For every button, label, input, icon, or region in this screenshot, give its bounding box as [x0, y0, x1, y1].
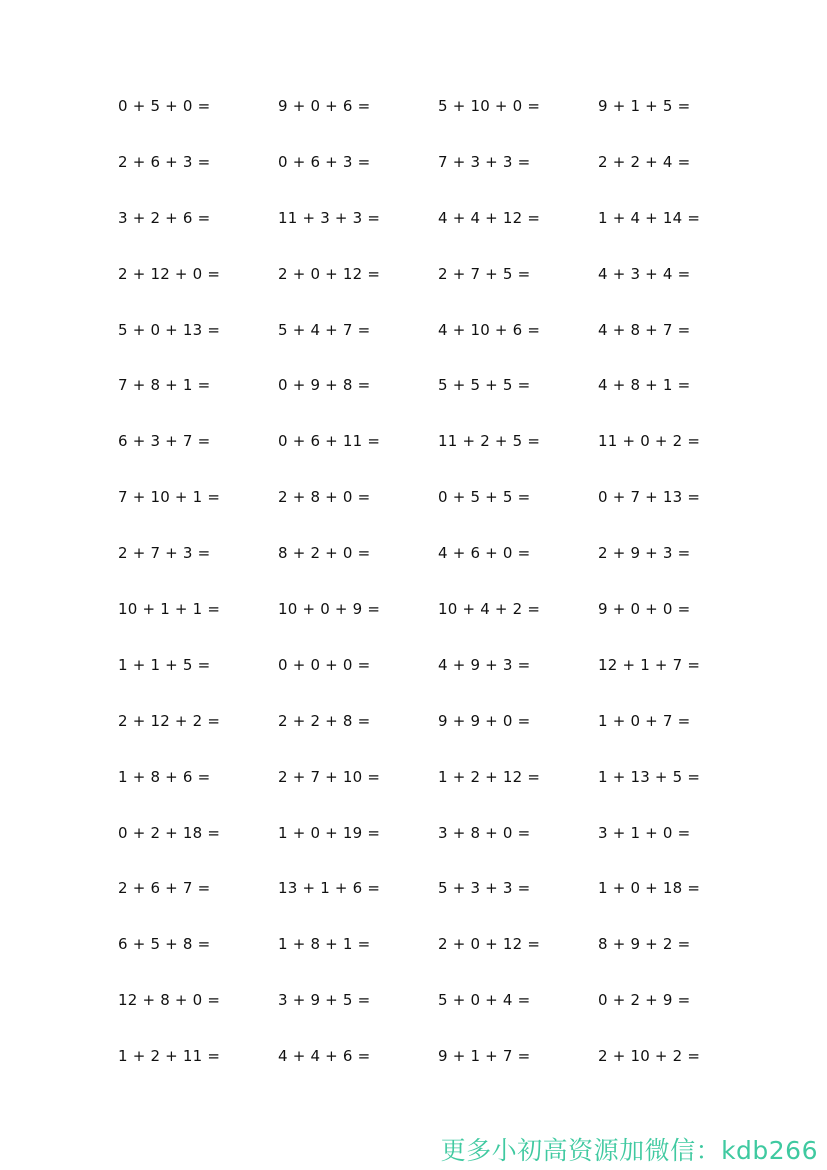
- math-problem: 5 + 5 + 5 =: [438, 376, 531, 395]
- math-problem: 2 + 9 + 3 =: [598, 544, 691, 563]
- math-problem: 5 + 4 + 7 =: [278, 320, 371, 339]
- math-problem: 10 + 0 + 9 =: [278, 600, 381, 619]
- math-problem: 0 + 5 + 5 =: [438, 488, 531, 507]
- math-problem: 1 + 13 + 5 =: [598, 767, 701, 786]
- math-problem: 2 + 7 + 3 =: [118, 544, 211, 563]
- math-problem: 8 + 9 + 2 =: [598, 935, 691, 954]
- math-problem: 4 + 8 + 1 =: [598, 376, 691, 395]
- math-problem: 4 + 9 + 3 =: [438, 655, 531, 674]
- math-problem: 1 + 2 + 12 =: [438, 767, 541, 786]
- math-problem: 2 + 2 + 8 =: [278, 711, 371, 730]
- math-problem: 10 + 1 + 1 =: [118, 600, 221, 619]
- math-problem: 5 + 0 + 13 =: [118, 320, 221, 339]
- watermark-text: 更多小初高资源加微信：kdb266: [440, 1136, 818, 1165]
- math-problem: 6 + 5 + 8 =: [118, 935, 211, 954]
- math-problem: 0 + 6 + 11 =: [278, 432, 381, 451]
- math-problem: 11 + 3 + 3 =: [278, 208, 381, 227]
- math-problem: 0 + 7 + 13 =: [598, 488, 701, 507]
- math-problem: 11 + 2 + 5 =: [438, 432, 541, 451]
- math-problem: 6 + 3 + 7 =: [118, 432, 211, 451]
- math-problem: 4 + 3 + 4 =: [598, 264, 691, 283]
- math-problem: 1 + 0 + 18 =: [598, 879, 701, 898]
- math-problem: 0 + 5 + 0 =: [118, 97, 211, 115]
- math-problem: 2 + 2 + 4 =: [598, 152, 691, 171]
- math-problem: 4 + 6 + 0 =: [438, 544, 531, 563]
- math-problem: 4 + 8 + 7 =: [598, 320, 691, 339]
- math-problem: 12 + 8 + 0 =: [118, 991, 221, 1010]
- problem-grid: [118, 93, 758, 1099]
- math-problem: 12 + 1 + 7 =: [598, 655, 701, 674]
- math-problem: 9 + 9 + 0 =: [438, 711, 531, 730]
- math-problem: 0 + 2 + 18 =: [118, 823, 221, 842]
- math-problem: 5 + 0 + 4 =: [438, 991, 531, 1010]
- math-problem: 1 + 1 + 5 =: [118, 655, 211, 674]
- math-problem: 2 + 6 + 3 =: [118, 152, 211, 171]
- math-problem: 7 + 8 + 1 =: [118, 376, 211, 395]
- math-problem: 2 + 8 + 0 =: [278, 488, 371, 507]
- math-problem: 3 + 1 + 0 =: [598, 823, 691, 842]
- math-problem: 11 + 0 + 2 =: [598, 432, 701, 451]
- math-problem: 2 + 0 + 12 =: [278, 264, 381, 283]
- math-problem: 2 + 12 + 0 =: [118, 264, 221, 283]
- math-problem: 1 + 0 + 7 =: [598, 711, 691, 730]
- math-problem: 5 + 3 + 3 =: [438, 879, 531, 898]
- math-problem: 4 + 10 + 6 =: [438, 320, 541, 339]
- math-problem: 9 + 0 + 0 =: [598, 600, 691, 619]
- math-problem: 7 + 10 + 1 =: [118, 488, 221, 507]
- math-problem: 5 + 10 + 0 =: [438, 97, 541, 115]
- math-problem: 9 + 0 + 6 =: [278, 97, 371, 115]
- math-problem: 4 + 4 + 12 =: [438, 208, 541, 227]
- math-problem: 0 + 6 + 3 =: [278, 152, 371, 171]
- math-problem: 13 + 1 + 6 =: [278, 879, 381, 898]
- math-problem: 1 + 8 + 1 =: [278, 935, 371, 954]
- math-problem: 2 + 12 + 2 =: [118, 711, 221, 730]
- math-problem: 1 + 4 + 14 =: [598, 208, 701, 227]
- math-problem: 3 + 8 + 0 =: [438, 823, 531, 842]
- math-problem: 3 + 2 + 6 =: [118, 208, 211, 227]
- math-problem: 2 + 10 + 2 =: [598, 1047, 701, 1066]
- math-problem: 9 + 1 + 7 =: [438, 1047, 531, 1066]
- math-problem: 1 + 8 + 6 =: [118, 767, 211, 786]
- math-problem: 2 + 7 + 10 =: [278, 767, 381, 786]
- math-problem: 0 + 9 + 8 =: [278, 376, 371, 395]
- math-problem: 3 + 9 + 5 =: [278, 991, 371, 1010]
- math-problem: 7 + 3 + 3 =: [438, 152, 531, 171]
- math-problem: 8 + 2 + 0 =: [278, 544, 371, 563]
- math-problem: 2 + 6 + 7 =: [118, 879, 211, 898]
- math-problem: 4 + 4 + 6 =: [278, 1047, 371, 1066]
- math-problem: 1 + 2 + 11 =: [118, 1047, 221, 1066]
- math-problem: 2 + 7 + 5 =: [438, 264, 531, 283]
- math-problem: 0 + 2 + 9 =: [598, 991, 691, 1010]
- math-problem: 10 + 4 + 2 =: [438, 600, 541, 619]
- math-problem: 0 + 0 + 0 =: [278, 655, 371, 674]
- math-problem: 1 + 0 + 19 =: [278, 823, 381, 842]
- math-problem: 2 + 0 + 12 =: [438, 935, 541, 954]
- math-problem: 9 + 1 + 5 =: [598, 97, 691, 115]
